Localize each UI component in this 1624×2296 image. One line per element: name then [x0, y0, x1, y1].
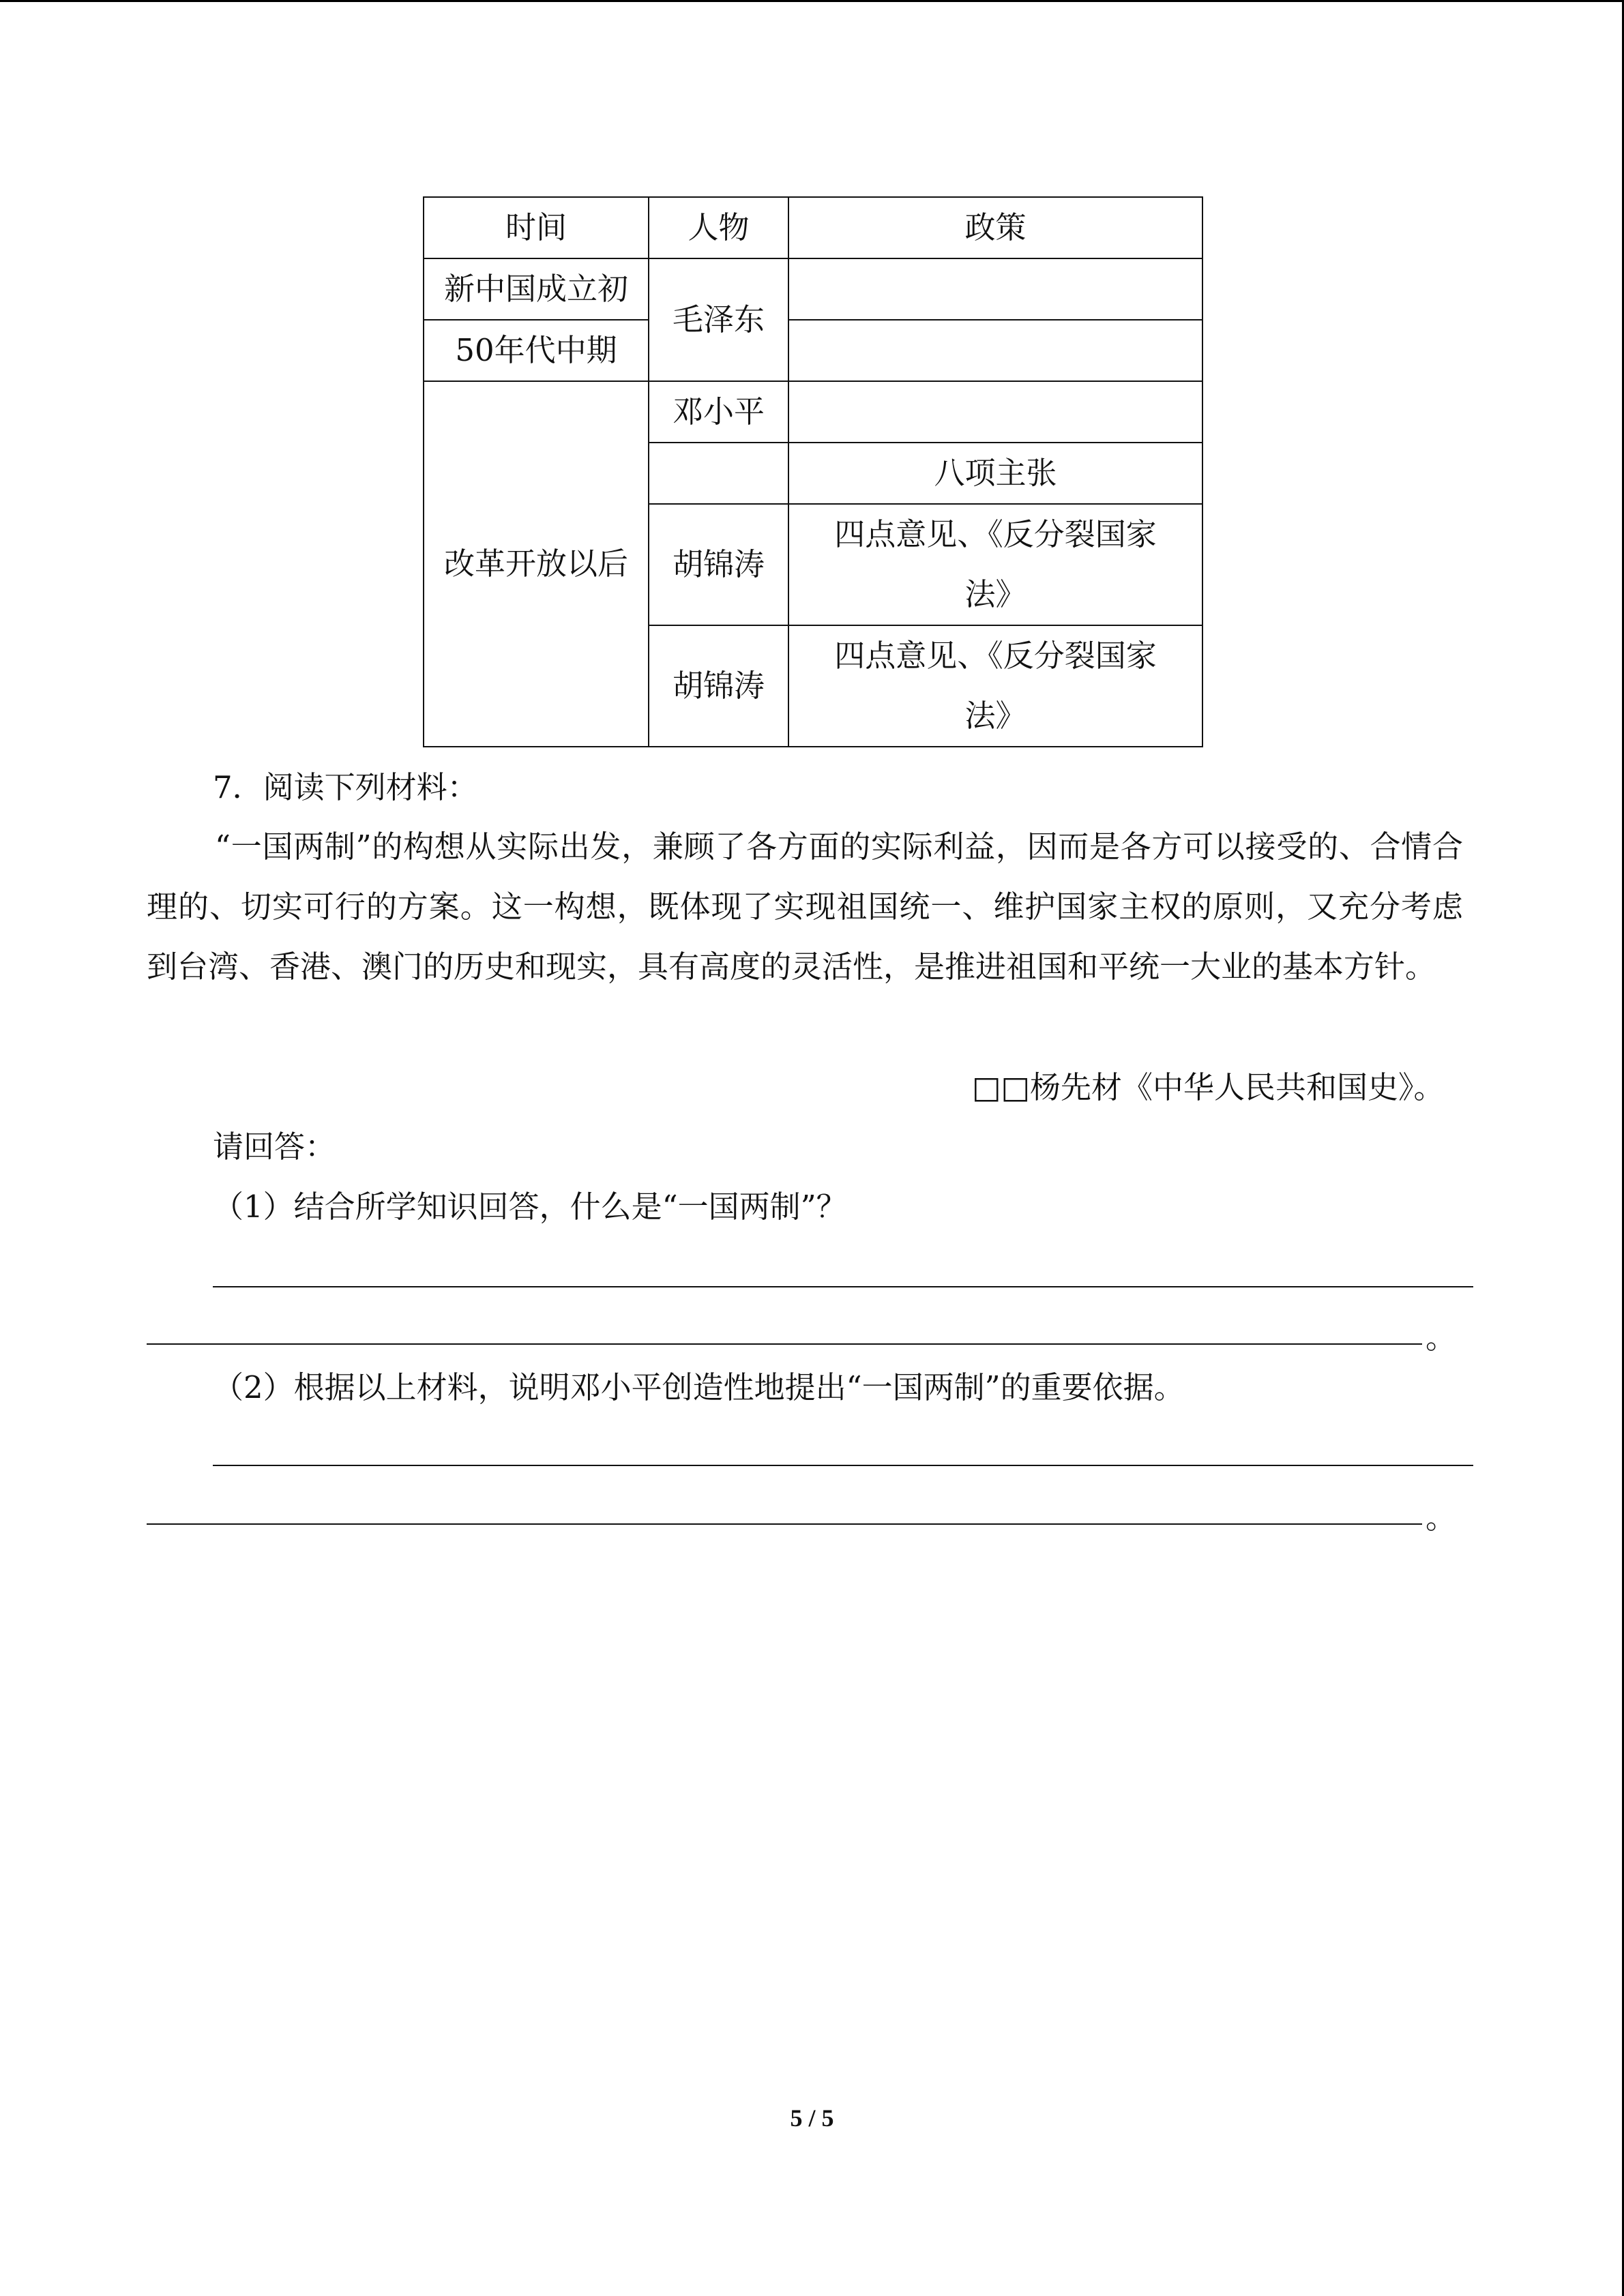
- table-row: [424, 258, 1202, 320]
- sub-question-1: （1）结合所学知识回答，什么是“一国两制”？: [213, 1189, 847, 1225]
- question-7-material: “一国两制”的构想从实际出发，兼顾了各方面的实际利益，因而是各方可以接受的、合情合理的、切实可行的方案。这一构想，既体现了实现祖国统一、维护国家主权的原则，又充分考虑到台湾、香港、澳门的历史和现实，具有高度的灵活性，是推进祖国和平统一大业的基本方针。: [147, 829, 1463, 985]
- cell-policy-blank: [788, 258, 1202, 320]
- header-policy: 政策: [788, 197, 1202, 258]
- answer-prompt: 请回答：: [213, 1129, 336, 1165]
- answer-line-1b[interactable]: [147, 1343, 1422, 1345]
- cell-person-mao: 毛泽东: [649, 258, 788, 381]
- cell-person-hu: 胡锦涛: [649, 504, 788, 625]
- answer-2-period: 。: [1426, 1500, 1457, 1536]
- header-time: 时间: [424, 197, 649, 258]
- cell-person-blank: [649, 443, 788, 504]
- cell-policy-blank: [788, 320, 1202, 381]
- cell-person-hu: 胡锦涛: [649, 625, 788, 747]
- cell-time-mid-50s: 50年代中期: [424, 320, 649, 381]
- answer-1-period: 。: [1426, 1320, 1457, 1356]
- table-row: [424, 381, 1202, 443]
- material-source: □□杨先材《中华人民共和国史》。: [972, 1069, 1445, 1105]
- cell-policy-four-points: 四点意见、《反分裂国家法》: [788, 504, 1202, 625]
- answer-line-2b[interactable]: [147, 1523, 1422, 1525]
- cell-policy-eight-points: 八项主张: [788, 443, 1202, 504]
- question-7-title: 7．阅读下列材料：: [213, 769, 478, 805]
- cell-policy-blank: [788, 381, 1202, 443]
- policy-table: [423, 196, 1203, 747]
- answer-line-2a[interactable]: [213, 1465, 1473, 1466]
- sub-question-2: （2）根据以上材料，说明邓小平创造性地提出“一国两制”的重要依据。: [213, 1369, 1185, 1405]
- table-row: [424, 320, 1202, 381]
- table-header-row: [424, 197, 1202, 258]
- page-top-border: [0, 0, 1624, 2]
- cell-policy-four-points: 四点意见、《反分裂国家法》: [788, 625, 1202, 747]
- cell-time-early-prc: 新中国成立初: [424, 258, 649, 320]
- cell-person-deng: 邓小平: [649, 381, 788, 443]
- page-number: 5 / 5: [790, 2104, 834, 2132]
- cell-time-reform: 改革开放以后: [424, 381, 649, 747]
- header-person: 人物: [649, 197, 788, 258]
- answer-line-1a[interactable]: [213, 1286, 1473, 1287]
